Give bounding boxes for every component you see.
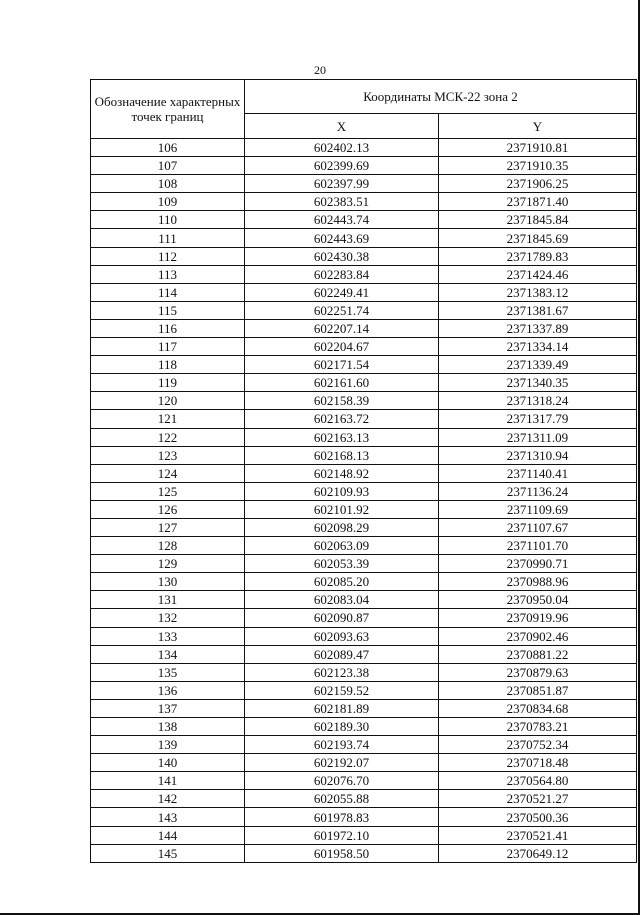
table-row (91, 464, 637, 482)
x-coordinate-cell: 601972.10 (245, 826, 439, 844)
point-number-cell: 111 (91, 229, 245, 247)
point-number-cell: 131 (91, 591, 245, 609)
x-coordinate-cell: 601978.83 (245, 808, 439, 826)
point-number-cell: 138 (91, 718, 245, 736)
y-coordinate-cell: 2371910.81 (439, 139, 637, 157)
page-number: 20 (314, 63, 326, 77)
table-row (91, 663, 637, 681)
point-number-cell: 107 (91, 157, 245, 175)
y-coordinate-cell: 2371424.46 (439, 265, 637, 283)
x-coordinate-cell: 602443.74 (245, 211, 439, 229)
y-coordinate-cell: 2371340.35 (439, 374, 637, 392)
table-row (91, 446, 637, 464)
y-coordinate-cell: 2371334.14 (439, 338, 637, 356)
table-row (91, 772, 637, 790)
y-coordinate-cell: 2370902.46 (439, 627, 637, 645)
x-coordinate-cell: 602163.13 (245, 428, 439, 446)
y-coordinate-cell: 2371140.41 (439, 464, 637, 482)
table-row (91, 681, 637, 699)
point-number-cell: 141 (91, 772, 245, 790)
x-coordinate-cell: 602101.92 (245, 500, 439, 518)
y-coordinate-cell: 2370881.22 (439, 645, 637, 663)
y-coordinate-cell: 2370950.04 (439, 591, 637, 609)
point-number-cell: 125 (91, 482, 245, 500)
y-coordinate-cell: 2371311.09 (439, 428, 637, 446)
y-coordinate-cell: 2370988.96 (439, 573, 637, 591)
point-number-cell: 142 (91, 790, 245, 808)
x-coordinate-cell: 602085.20 (245, 573, 439, 591)
x-coordinate-cell: 602383.51 (245, 193, 439, 211)
y-coordinate-cell: 2371910.35 (439, 157, 637, 175)
y-coordinate-cell: 2371136.24 (439, 482, 637, 500)
x-coordinate-cell: 601958.50 (245, 844, 439, 862)
x-coordinate-cell: 602402.13 (245, 139, 439, 157)
table-row (91, 283, 637, 301)
table-row (91, 591, 637, 609)
y-coordinate-cell: 2371845.84 (439, 211, 637, 229)
point-number-cell: 124 (91, 464, 245, 482)
point-number-cell: 145 (91, 844, 245, 862)
table-row (91, 301, 637, 319)
table-row (91, 609, 637, 627)
table-row (91, 356, 637, 374)
point-number-cell: 128 (91, 537, 245, 555)
table-row (91, 392, 637, 410)
table-row (91, 844, 637, 862)
y-column-header: Y (439, 114, 637, 139)
x-coordinate-cell: 602158.39 (245, 392, 439, 410)
table-row (91, 374, 637, 392)
x-coordinate-cell: 602148.92 (245, 464, 439, 482)
y-coordinate-cell: 2371381.67 (439, 301, 637, 319)
x-coordinate-cell: 602207.14 (245, 319, 439, 337)
table-row (91, 699, 637, 717)
x-coordinate-cell: 602204.67 (245, 338, 439, 356)
point-number-cell: 123 (91, 446, 245, 464)
point-number-cell: 114 (91, 283, 245, 301)
table-row (91, 518, 637, 536)
y-coordinate-cell: 2370752.34 (439, 736, 637, 754)
table-header (91, 80, 637, 139)
table-row (91, 555, 637, 573)
x-coordinate-cell: 602159.52 (245, 681, 439, 699)
table-row (91, 338, 637, 356)
table-row (91, 826, 637, 844)
x-coordinate-cell: 602053.39 (245, 555, 439, 573)
point-number-cell: 119 (91, 374, 245, 392)
point-number-cell: 112 (91, 247, 245, 265)
point-number-cell: 137 (91, 699, 245, 717)
y-coordinate-cell: 2371109.69 (439, 500, 637, 518)
table-body (91, 139, 637, 863)
point-number-cell: 117 (91, 338, 245, 356)
table-row (91, 500, 637, 518)
point-number-cell: 116 (91, 319, 245, 337)
y-coordinate-cell: 2371845.69 (439, 229, 637, 247)
y-coordinate-cell: 2371871.40 (439, 193, 637, 211)
table-row (91, 175, 637, 193)
x-coordinate-cell: 602430.38 (245, 247, 439, 265)
y-coordinate-cell: 2370990.71 (439, 555, 637, 573)
point-number-cell: 106 (91, 139, 245, 157)
y-coordinate-cell: 2370521.41 (439, 826, 637, 844)
y-coordinate-cell: 2371789.83 (439, 247, 637, 265)
point-number-cell: 110 (91, 211, 245, 229)
x-coordinate-cell: 602123.38 (245, 663, 439, 681)
y-coordinate-cell: 2371906.25 (439, 175, 637, 193)
designation-header: Обозначение характерных точек границ (91, 80, 245, 139)
table-row (91, 790, 637, 808)
y-coordinate-cell: 2370834.68 (439, 699, 637, 717)
y-coordinate-cell: 2370879.63 (439, 663, 637, 681)
table-row (91, 482, 637, 500)
point-number-cell: 136 (91, 681, 245, 699)
table-row (91, 645, 637, 663)
table-row (91, 736, 637, 754)
point-number-cell: 140 (91, 754, 245, 772)
table-row (91, 229, 637, 247)
point-number-cell: 109 (91, 193, 245, 211)
table-row (91, 808, 637, 826)
coordinates-table (90, 79, 637, 863)
table-row (91, 247, 637, 265)
point-number-cell: 127 (91, 518, 245, 536)
y-coordinate-cell: 2370718.48 (439, 754, 637, 772)
table-row (91, 718, 637, 736)
x-coordinate-cell: 602251.74 (245, 301, 439, 319)
table-row (91, 573, 637, 591)
table-row (91, 139, 637, 157)
x-coordinate-cell: 602399.69 (245, 157, 439, 175)
x-coordinate-cell: 602163.72 (245, 410, 439, 428)
y-coordinate-cell: 2370521.27 (439, 790, 637, 808)
y-coordinate-cell: 2370851.87 (439, 681, 637, 699)
x-coordinate-cell: 602192.07 (245, 754, 439, 772)
point-number-cell: 132 (91, 609, 245, 627)
table-row (91, 428, 637, 446)
x-coordinate-cell: 602283.84 (245, 265, 439, 283)
y-coordinate-cell: 2371317.79 (439, 410, 637, 428)
x-coordinate-cell: 602171.54 (245, 356, 439, 374)
point-number-cell: 133 (91, 627, 245, 645)
y-coordinate-cell: 2371383.12 (439, 283, 637, 301)
y-coordinate-cell: 2370783.21 (439, 718, 637, 736)
point-number-cell: 134 (91, 645, 245, 663)
point-number-cell: 126 (91, 500, 245, 518)
x-coordinate-cell: 602089.47 (245, 645, 439, 663)
point-number-cell: 122 (91, 428, 245, 446)
x-coordinate-cell: 602098.29 (245, 518, 439, 536)
x-coordinate-cell: 602063.09 (245, 537, 439, 555)
x-coordinate-cell: 602083.04 (245, 591, 439, 609)
point-number-cell: 120 (91, 392, 245, 410)
point-number-cell: 143 (91, 808, 245, 826)
y-coordinate-cell: 2370919.96 (439, 609, 637, 627)
x-coordinate-cell: 602443.69 (245, 229, 439, 247)
coord-group-header: Координаты МСК-22 зона 2 (245, 80, 637, 114)
x-coordinate-cell: 602093.63 (245, 627, 439, 645)
y-coordinate-cell: 2371107.67 (439, 518, 637, 536)
point-number-cell: 129 (91, 555, 245, 573)
y-coordinate-cell: 2370649.12 (439, 844, 637, 862)
y-coordinate-cell: 2371310.94 (439, 446, 637, 464)
table-row (91, 193, 637, 211)
point-number-cell: 108 (91, 175, 245, 193)
table-row (91, 211, 637, 229)
x-column-header: X (245, 114, 439, 139)
table-row (91, 319, 637, 337)
y-coordinate-cell: 2370564.80 (439, 772, 637, 790)
table-row (91, 410, 637, 428)
table-row (91, 265, 637, 283)
point-number-cell: 139 (91, 736, 245, 754)
y-coordinate-cell: 2371318.24 (439, 392, 637, 410)
table-row (91, 537, 637, 555)
point-number-cell: 130 (91, 573, 245, 591)
x-coordinate-cell: 602109.93 (245, 482, 439, 500)
x-coordinate-cell: 602168.13 (245, 446, 439, 464)
table-row (91, 627, 637, 645)
table-row (91, 157, 637, 175)
x-coordinate-cell: 602189.30 (245, 718, 439, 736)
x-coordinate-cell: 602076.70 (245, 772, 439, 790)
x-coordinate-cell: 602397.99 (245, 175, 439, 193)
x-coordinate-cell: 602090.87 (245, 609, 439, 627)
y-coordinate-cell: 2370500.36 (439, 808, 637, 826)
point-number-cell: 113 (91, 265, 245, 283)
x-coordinate-cell: 602181.89 (245, 699, 439, 717)
point-number-cell: 135 (91, 663, 245, 681)
table-row (91, 754, 637, 772)
point-number-cell: 121 (91, 410, 245, 428)
x-coordinate-cell: 602193.74 (245, 736, 439, 754)
x-coordinate-cell: 602055.88 (245, 790, 439, 808)
y-coordinate-cell: 2371101.70 (439, 537, 637, 555)
point-number-cell: 118 (91, 356, 245, 374)
point-number-cell: 115 (91, 301, 245, 319)
point-number-cell: 144 (91, 826, 245, 844)
x-coordinate-cell: 602249.41 (245, 283, 439, 301)
y-coordinate-cell: 2371339.49 (439, 356, 637, 374)
y-coordinate-cell: 2371337.89 (439, 319, 637, 337)
x-coordinate-cell: 602161.60 (245, 374, 439, 392)
